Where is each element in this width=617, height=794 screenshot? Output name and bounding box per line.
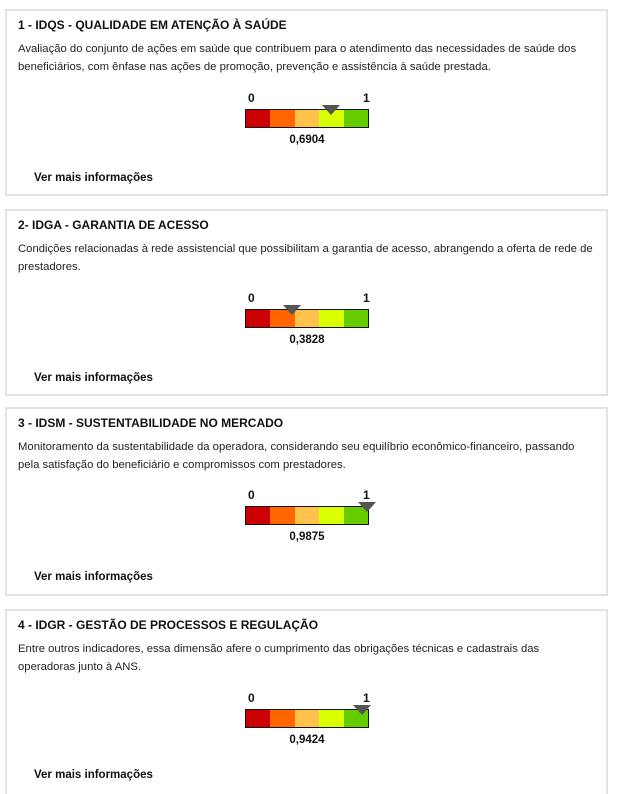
gauge-bar xyxy=(245,109,369,128)
indicator-card-idsm xyxy=(5,407,608,596)
gauge-value: 0,9875 xyxy=(289,531,325,543)
gauge-segment xyxy=(270,110,294,127)
gauge-bar xyxy=(245,506,369,525)
gauge-segment xyxy=(295,110,319,127)
score-gauge xyxy=(245,291,371,351)
card-title: 1 - IDQS - QUALIDADE EM ATENÇÃO À SAÚDE xyxy=(18,18,287,32)
gauge-segment xyxy=(246,710,270,727)
indicator-card-idgr xyxy=(5,609,608,794)
more-info-link[interactable]: Ver mais informações xyxy=(34,372,153,384)
gauge-segment xyxy=(319,710,343,727)
score-gauge xyxy=(245,488,371,548)
gauge-marker-icon xyxy=(353,705,371,715)
card-title: 4 - IDGR - GESTÃO DE PROCESSOS E REGULAÇÃO xyxy=(18,618,319,632)
gauge-min-label: 0 xyxy=(248,91,255,105)
gauge-segment xyxy=(270,710,294,727)
gauge-bar xyxy=(245,709,369,728)
gauge-segment xyxy=(319,310,343,327)
gauge-min-label: 0 xyxy=(248,291,255,305)
gauge-segment xyxy=(344,310,368,327)
card-title: 3 - IDSM - SUSTENTABILIDADE NO MERCADO xyxy=(18,416,284,430)
gauge-max-label: 1 xyxy=(363,488,370,502)
gauge-segment xyxy=(319,507,343,524)
gauge-max-label: 1 xyxy=(363,91,370,105)
card-description: Entre outros indicadores, essa dimensão afere o cumprimento das obrigações técnicas e cadastrais das operadoras junto à ANS. xyxy=(18,643,540,673)
gauge-segment xyxy=(270,507,294,524)
gauge-value: 0,9424 xyxy=(289,734,325,746)
gauge-segment xyxy=(295,710,319,727)
more-info-link[interactable]: Ver mais informações xyxy=(34,769,153,781)
more-info-link[interactable]: Ver mais informações xyxy=(34,571,153,583)
gauge-value: 0,6904 xyxy=(289,134,325,146)
gauge-segment xyxy=(344,110,368,127)
gauge-segment xyxy=(246,110,270,127)
more-info-link[interactable]: Ver mais informações xyxy=(34,172,153,184)
gauge-bar xyxy=(245,309,369,328)
gauge-min-label: 0 xyxy=(248,488,255,502)
gauge-max-label: 1 xyxy=(363,291,370,305)
indicator-card-idqs xyxy=(5,9,608,196)
indicator-card-idga xyxy=(5,209,608,396)
gauge-min-label: 0 xyxy=(248,691,255,705)
gauge-value: 0,3828 xyxy=(289,334,325,346)
gauge-segment xyxy=(246,507,270,524)
gauge-segment xyxy=(246,310,270,327)
gauge-segment xyxy=(295,507,319,524)
card-description: Avaliação do conjunto de ações em saúde que contribuem para o atendimento das necessidades de saúde dos beneficiários, com ênfase nas ações de promoção, prevenção e assistência à saúde prestada. xyxy=(18,43,577,73)
card-description: Monitoramento da sustentabilidade da operadora, considerando seu equilíbrio econômico-financeiro, passando pela satisfação do beneficiário e compromissos com prestadores. xyxy=(18,441,575,471)
score-gauge xyxy=(245,691,371,751)
gauge-marker-icon xyxy=(283,305,301,315)
gauge-max-label: 1 xyxy=(363,691,370,705)
card-description: Condições relacionadas à rede assistencial que possibilitam a garantia de acesso, abrangendo a oferta de rede de prestadores. xyxy=(18,243,593,273)
gauge-marker-icon xyxy=(358,502,376,512)
card-title: 2- IDGA - GARANTIA DE ACESSO xyxy=(18,218,209,232)
gauge-marker-icon xyxy=(322,105,340,115)
score-gauge xyxy=(245,91,371,151)
